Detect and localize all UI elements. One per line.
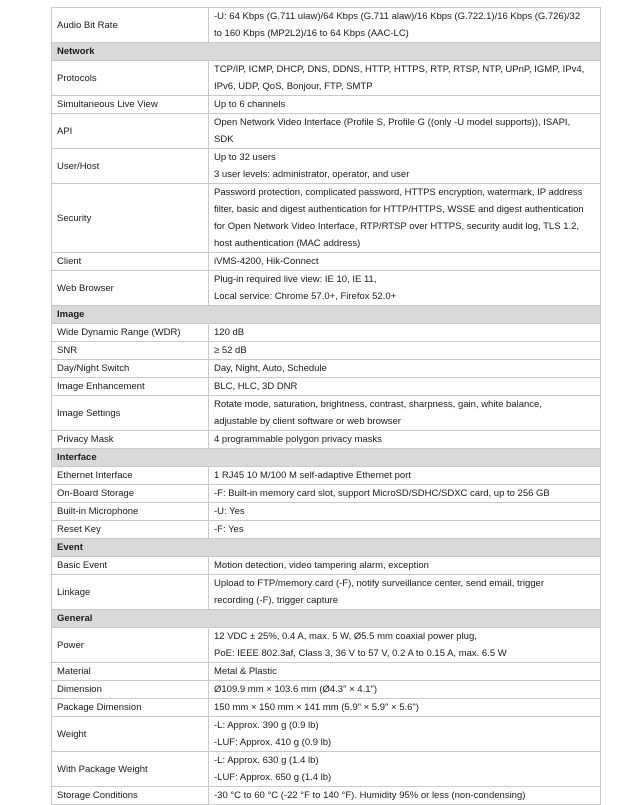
spec-label: Audio Bit Rate [52,8,209,43]
spec-value [209,184,601,253]
spec-value [209,8,601,43]
section-header-image [52,306,601,324]
spec-value [209,699,601,717]
spec-row-with-package-weight [52,752,601,787]
spec-value-line: Password protection, complicated password, HTTPS encryption, watermark, IP address [214,187,583,198]
spec-label: Privacy Mask [52,431,209,449]
spec-value-line: Motion detection, video tampering alarm, exception [214,560,429,571]
spec-value [209,149,601,184]
spec-value [209,787,601,805]
spec-table [51,7,601,805]
spec-value [209,342,601,360]
spec-value-line: -L: Approx. 390 g (0.9 lb) [214,720,319,731]
spec-value [209,717,601,752]
spec-row-simultaneous-live-view [52,96,601,114]
spec-value-line: TCP/IP, ICMP, DHCP, DNS, DDNS, HTTP, HTTPS, RTP, RTSP, NTP, UPnP, IGMP, IPv4, [214,64,585,75]
spec-value-line: Up to 6 channels [214,99,286,110]
spec-value [209,681,601,699]
spec-row-audio-bit-rate [52,8,601,43]
spec-row-privacy-mask [52,431,601,449]
section-title: Network [52,43,601,61]
spec-value-line: Rotate mode, saturation, brightness, contrast, sharpness, gain, white balance, [214,399,542,410]
spec-value-line: Open Network Video Interface (Profile S, Profile G ((only -U model supports)), ISAPI, [214,117,571,128]
spec-label: Reset Key [52,521,209,539]
section-title: Event [52,539,601,557]
spec-value [209,628,601,663]
spec-value [209,271,601,306]
spec-value [209,360,601,378]
spec-row-security [52,184,601,253]
spec-value-line: -L: Approx. 630 g (1.4 lb) [214,755,319,766]
spec-value-line: -LUF: Approx. 410 g (0.9 lb) [214,737,332,748]
spec-label: Power [52,628,209,663]
spec-row-dimension [52,681,601,699]
spec-row-built-in-microphone [52,503,601,521]
spec-value-line: iVMS-4200, Hik-Connect [214,256,319,267]
spec-row-api [52,114,601,149]
section-header-general [52,610,601,628]
spec-label: Day/Night Switch [52,360,209,378]
spec-value-line: BLC, HLC, 3D DNR [214,381,298,392]
spec-value-line: -U: 64 Kbps (G.711 ulaw)/64 Kbps (G.711 alaw)/16 Kbps (G.722.1)/16 Kbps (G.726)/32 [214,11,581,22]
spec-row-package-dimension [52,699,601,717]
spec-label: Web Browser [52,271,209,306]
spec-value-line: 120 dB [214,327,245,338]
spec-row-weight [52,717,601,752]
spec-label: Linkage [52,575,209,610]
spec-value-line: recording (-F), trigger capture [214,595,339,606]
spec-row-protocols [52,61,601,96]
spec-row-ethernet-interface [52,467,601,485]
spec-value-line: 12 VDC ± 25%, 0.4 A, max. 5 W, Ø5.5 mm coaxial power plug, [214,631,477,642]
spec-label: Basic Event [52,557,209,575]
spec-label: User/Host [52,149,209,184]
spec-table-body [52,8,601,805]
spec-value [209,378,601,396]
section-header-interface [52,449,601,467]
spec-value [209,503,601,521]
spec-label: Ethernet Interface [52,467,209,485]
spec-value [209,485,601,503]
spec-value-line: -F: Built-in memory card slot, support MicroSD/SDHC/SDXC card, up to 256 GB [214,488,550,499]
spec-value [209,575,601,610]
spec-value [209,663,601,681]
spec-value [209,396,601,431]
spec-label: On-Board Storage [52,485,209,503]
spec-label: Dimension [52,681,209,699]
spec-value [209,96,601,114]
spec-row-web-browser [52,271,601,306]
spec-row-storage-conditions [52,787,601,805]
spec-label: Wide Dynamic Range (WDR) [52,324,209,342]
spec-row-snr [52,342,601,360]
spec-value-line: 150 mm × 150 mm × 141 mm (5.9" × 5.9" × 5.6") [214,702,419,713]
spec-label: Client [52,253,209,271]
spec-value-line: -30 °C to 60 °C (-22 °F to 140 °F). Humidity 95% or less (non-condensing) [214,790,526,801]
spec-value-line: 1 RJ45 10 M/100 M self-adaptive Ethernet port [214,470,411,481]
spec-row-power [52,628,601,663]
spec-value-line: Day, Night, Auto, Schedule [214,363,327,374]
spec-value-line: host authentication (MAC address) [214,238,361,249]
spec-value [209,557,601,575]
spec-row-user-host [52,149,601,184]
spec-value-line: Ø109.9 mm × 103.6 mm (Ø4.3" × 4.1") [214,684,378,695]
spec-value [209,431,601,449]
spec-row-client [52,253,601,271]
spec-value [209,521,601,539]
spec-value [209,114,601,149]
spec-label: Image Settings [52,396,209,431]
spec-label: Storage Conditions [52,787,209,805]
spec-value-line: Metal & Plastic [214,666,277,677]
spec-value-line: -U: Yes [214,506,245,517]
spec-value [209,752,601,787]
spec-value-line: adjustable by client software or web browser [214,416,401,427]
section-title: General [52,610,601,628]
spec-value-line: for Open Network Video Interface, RTP/RTSP over HTTPS, security audit log, TLS 1.2, [214,221,580,232]
spec-row-reset-key [52,521,601,539]
spec-value-line: -LUF: Approx. 650 g (1.4 lb) [214,772,332,783]
spec-value-line: 3 user levels: administrator, operator, and user [214,169,410,180]
section-title: Interface [52,449,601,467]
spec-row-linkage [52,575,601,610]
spec-value-line: filter, basic and digest authentication for HTTP/HTTPS, WSSE and digest authentication [214,204,584,215]
spec-value [209,324,601,342]
spec-label: SNR [52,342,209,360]
spec-value [209,253,601,271]
spec-label: Material [52,663,209,681]
spec-value-line: Plug-in required live view: IE 10, IE 11, [214,274,377,285]
spec-label: Weight [52,717,209,752]
spec-label: Security [52,184,209,253]
spec-value [209,467,601,485]
spec-value-line: Upload to FTP/memory card (-F), notify surveillance center, send email, trigger [214,578,544,589]
spec-label: Image Enhancement [52,378,209,396]
spec-label: Built-in Microphone [52,503,209,521]
spec-value-line: ≥ 52 dB [214,345,247,356]
spec-row-basic-event [52,557,601,575]
spec-value-line: -F: Yes [214,524,244,535]
spec-row-image-enhancement [52,378,601,396]
spec-value-line: Up to 32 users [214,152,276,163]
spec-value-line: PoE: IEEE 802.3af, Class 3, 36 V to 57 V, 0.2 A to 0.15 A, max. 6.5 W [214,648,507,659]
spec-label: Protocols [52,61,209,96]
section-header-event [52,539,601,557]
spec-value-line: Local service: Chrome 57.0+, Firefox 52.0+ [214,291,397,302]
spec-row-day-night-switch [52,360,601,378]
section-title: Image [52,306,601,324]
spec-row-material [52,663,601,681]
spec-label: API [52,114,209,149]
spec-value-line: to 160 Kbps (MP2L2)/16 to 64 Kbps (AAC-LC) [214,28,409,39]
spec-label: Package Dimension [52,699,209,717]
spec-label: With Package Weight [52,752,209,787]
section-header-network [52,43,601,61]
spec-value-line: SDK [214,134,234,145]
spec-label: Simultaneous Live View [52,96,209,114]
spec-value [209,61,601,96]
spec-value-line: 4 programmable polygon privacy masks [214,434,382,445]
spec-row-wide-dynamic-range-wdr [52,324,601,342]
spec-value-line: IPv6, UDP, QoS, Bonjour, FTP, SMTP [214,81,373,92]
spec-row-image-settings [52,396,601,431]
spec-row-on-board-storage [52,485,601,503]
